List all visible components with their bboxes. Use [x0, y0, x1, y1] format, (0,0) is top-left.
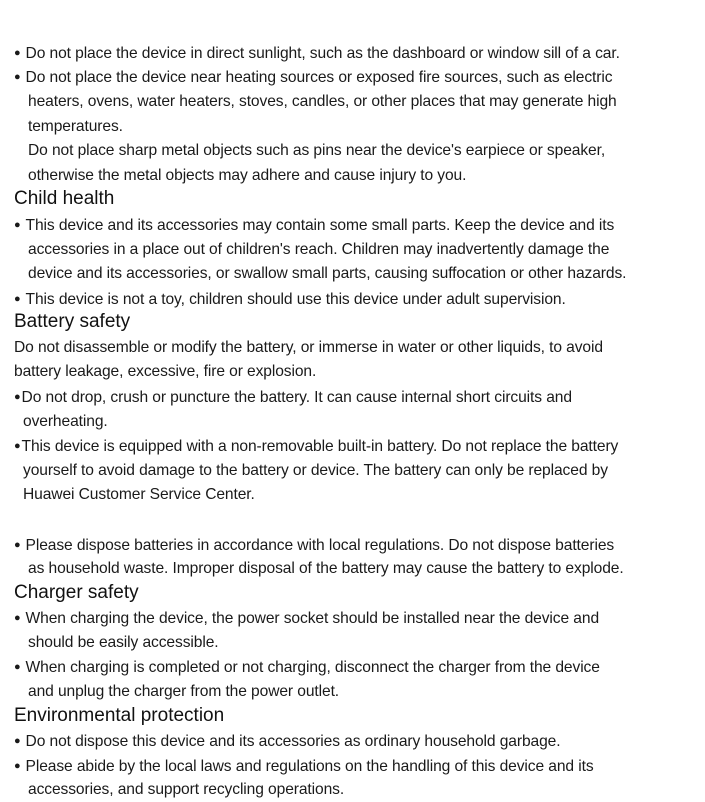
bullet-icon: ●: [14, 219, 21, 231]
list-item-text: Do not place the device near heating sources or exposed fire sources, such as electric: [25, 69, 613, 86]
list-item-continuation: yourself to avoid damage to the battery or device. The battery can only be replaced by: [23, 462, 608, 479]
list-item: [14, 387, 572, 408]
list-item-continuation: accessories, and support recycling operations.: [28, 781, 345, 798]
list-item-continuation: and unplug the charger from the power outlet.: [28, 683, 340, 700]
paragraph-line: Do not disassemble or modify the battery, or immerse in water or other liquids, to avoid: [14, 339, 603, 356]
bullet-icon: ●: [14, 735, 21, 747]
bullet-icon: ●: [14, 47, 21, 59]
list-item-continuation: Huawei Customer Service Center.: [23, 486, 255, 503]
list-item-continuation: overheating.: [23, 413, 108, 430]
bullet-icon: ●: [14, 71, 21, 83]
list-item: [14, 608, 599, 629]
list-item: [14, 535, 614, 556]
list-item: [14, 436, 618, 457]
list-item-text: Do not place the device in direct sunlight, such as the dashboard or window sill of a car.: [25, 45, 620, 62]
list-item-text: Do not drop, crush or puncture the battery. It can cause internal short circuits and: [21, 389, 572, 406]
bullet-icon: ●: [14, 391, 21, 403]
bullet-icon: ●: [14, 760, 21, 772]
list-item-text: This device is not a toy, children should use this device under adult supervision.: [25, 291, 566, 308]
bullet-icon: ●: [14, 661, 21, 673]
list-item-text: When charging is completed or not charging, disconnect the charger from the device: [25, 659, 600, 676]
list-item: [14, 215, 614, 236]
list-item: [14, 67, 612, 88]
list-item: [14, 289, 566, 310]
list-item: [14, 657, 600, 678]
list-item: [14, 43, 620, 64]
list-item-continuation: should be easily accessible.: [28, 634, 219, 651]
bullet-icon: ●: [14, 440, 21, 452]
section-heading-charger-safety: Charger safety: [14, 582, 139, 603]
section-heading-battery-safety: Battery safety: [14, 311, 131, 332]
list-item-text: Please dispose batteries in accordance with local regulations. Do not dispose batteries: [25, 537, 615, 554]
paragraph-line: Do not place sharp metal objects such as pins near the device's earpiece or speaker,: [28, 142, 606, 159]
list-item-continuation: device and its accessories, or swallow small parts, causing suffocation or other hazards.: [28, 265, 627, 282]
paragraph-line: battery leakage, excessive, fire or explosion.: [14, 363, 317, 380]
list-item-text: When charging the device, the power socket should be installed near the device and: [25, 610, 600, 627]
list-item-text: Please abide by the local laws and regulations on the handling of this device and its: [25, 758, 594, 775]
list-item: [14, 731, 560, 752]
list-item-continuation: as household waste. Improper disposal of the battery may cause the battery to explode.: [28, 560, 624, 577]
section-heading-environmental-protection: Environmental protection: [14, 705, 225, 726]
list-item-text: This device is equipped with a non-removable built-in battery. Do not replace the battery: [21, 438, 619, 455]
list-item-continuation: heaters, ovens, water heaters, stoves, candles, or other places that may generate high: [28, 93, 617, 110]
list-item-text: Do not dispose this device and its accessories as ordinary household garbage.: [25, 733, 561, 750]
list-item-text: This device and its accessories may contain some small parts. Keep the device and its: [25, 217, 615, 234]
bullet-icon: ●: [14, 293, 21, 305]
list-item: [14, 756, 594, 777]
section-heading-child-health: Child health: [14, 188, 115, 209]
list-item-continuation: temperatures.: [28, 118, 123, 135]
bullet-icon: ●: [14, 539, 21, 551]
paragraph-line: otherwise the metal objects may adhere and cause injury to you.: [28, 167, 467, 184]
list-item-continuation: accessories in a place out of children's reach. Children may inadvertently damage the: [28, 241, 610, 258]
bullet-icon: ●: [14, 612, 21, 624]
